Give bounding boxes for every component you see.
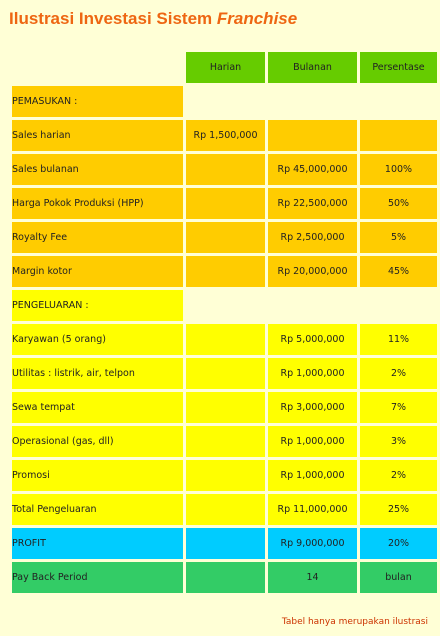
cell-harian	[186, 256, 265, 287]
cell-bulanan: Rp 45,000,000	[268, 154, 357, 185]
row-label: Total Pengeluaran	[12, 494, 183, 525]
row-label: Sales bulanan	[12, 154, 183, 185]
cell-persentase: bulan	[360, 562, 437, 593]
header-blank-cell	[12, 52, 183, 83]
cell-harian	[186, 562, 265, 593]
cell-harian	[186, 324, 265, 355]
cell-persentase: 11%	[360, 324, 437, 355]
table-row-hpp	[12, 188, 437, 219]
table-row-promosi	[12, 460, 437, 491]
cell-persentase: 50%	[360, 188, 437, 219]
cell-persentase: 45%	[360, 256, 437, 287]
table-row-sales-bulanan	[12, 154, 437, 185]
cell-harian: Rp 1,500,000	[186, 120, 265, 151]
cell-bulanan	[268, 120, 357, 151]
table-row-payback	[12, 562, 437, 593]
row-label: Harga Pokok Produksi (HPP)	[12, 188, 183, 219]
row-label: Operasional (gas, dll)	[12, 426, 183, 457]
row-label: Royalty Fee	[12, 222, 183, 253]
section-row-pemasukan	[12, 86, 437, 117]
section-blank-cell	[186, 86, 437, 117]
cell-bulanan: Rp 9,000,000	[268, 528, 357, 559]
row-label: Utilitas : listrik, air, telpon	[12, 358, 183, 389]
cell-bulanan: Rp 11,000,000	[268, 494, 357, 525]
cell-bulanan: Rp 1,000,000	[268, 460, 357, 491]
row-label: Promosi	[12, 460, 183, 491]
cell-persentase: 20%	[360, 528, 437, 559]
cell-harian	[186, 154, 265, 185]
cell-persentase: 2%	[360, 460, 437, 491]
row-label: Margin kotor	[12, 256, 183, 287]
header-bulanan: Bulanan	[268, 52, 357, 83]
cell-bulanan: Rp 2,500,000	[268, 222, 357, 253]
investment-table	[9, 49, 440, 596]
cell-persentase: 7%	[360, 392, 437, 423]
cell-harian	[186, 392, 265, 423]
row-label: Sewa tempat	[12, 392, 183, 423]
table-row-royalty	[12, 222, 437, 253]
row-label: Sales harian	[12, 120, 183, 151]
table-row-sewa	[12, 392, 437, 423]
cell-persentase	[360, 120, 437, 151]
cell-harian	[186, 494, 265, 525]
table-row-karyawan	[12, 324, 437, 355]
cell-bulanan: Rp 22,500,000	[268, 188, 357, 219]
cell-bulanan: Rp 20,000,000	[268, 256, 357, 287]
cell-bulanan: Rp 1,000,000	[268, 426, 357, 457]
section-label-pemasukan: PEMASUKAN :	[12, 86, 183, 117]
cell-bulanan: Rp 3,000,000	[268, 392, 357, 423]
section-blank-cell	[186, 290, 437, 321]
page-title-italic: Franchise	[216, 9, 298, 28]
section-row-pengeluaran	[12, 290, 437, 321]
cell-bulanan: Rp 1,000,000	[268, 358, 357, 389]
page-title	[9, 9, 297, 29]
row-label: Karyawan (5 orang)	[12, 324, 183, 355]
cell-bulanan: Rp 5,000,000	[268, 324, 357, 355]
cell-persentase: 2%	[360, 358, 437, 389]
row-label: Pay Back Period	[12, 562, 183, 593]
cell-harian	[186, 188, 265, 219]
table-row-sales-harian	[12, 120, 437, 151]
footnote: Tabel hanya merupakan ilustrasi	[281, 617, 428, 627]
cell-persentase: 25%	[360, 494, 437, 525]
page-title-text: Ilustrasi Investasi Sistem	[9, 9, 213, 28]
table-row-utilitas	[12, 358, 437, 389]
section-label-pengeluaran: PENGELUARAN :	[12, 290, 183, 321]
cell-harian	[186, 460, 265, 491]
cell-persentase: 5%	[360, 222, 437, 253]
cell-persentase: 100%	[360, 154, 437, 185]
cell-harian	[186, 222, 265, 253]
row-label: PROFIT	[12, 528, 183, 559]
table-row-operasional	[12, 426, 437, 457]
cell-harian	[186, 426, 265, 457]
cell-persentase: 3%	[360, 426, 437, 457]
table-row-margin	[12, 256, 437, 287]
header-persentase: Persentase	[360, 52, 437, 83]
table-row-profit	[12, 528, 437, 559]
table-row-total-pengeluaran	[12, 494, 437, 525]
header-harian: Harian	[186, 52, 265, 83]
cell-bulanan: 14	[268, 562, 357, 593]
cell-harian	[186, 358, 265, 389]
table-header-row	[12, 52, 437, 83]
cell-harian	[186, 528, 265, 559]
